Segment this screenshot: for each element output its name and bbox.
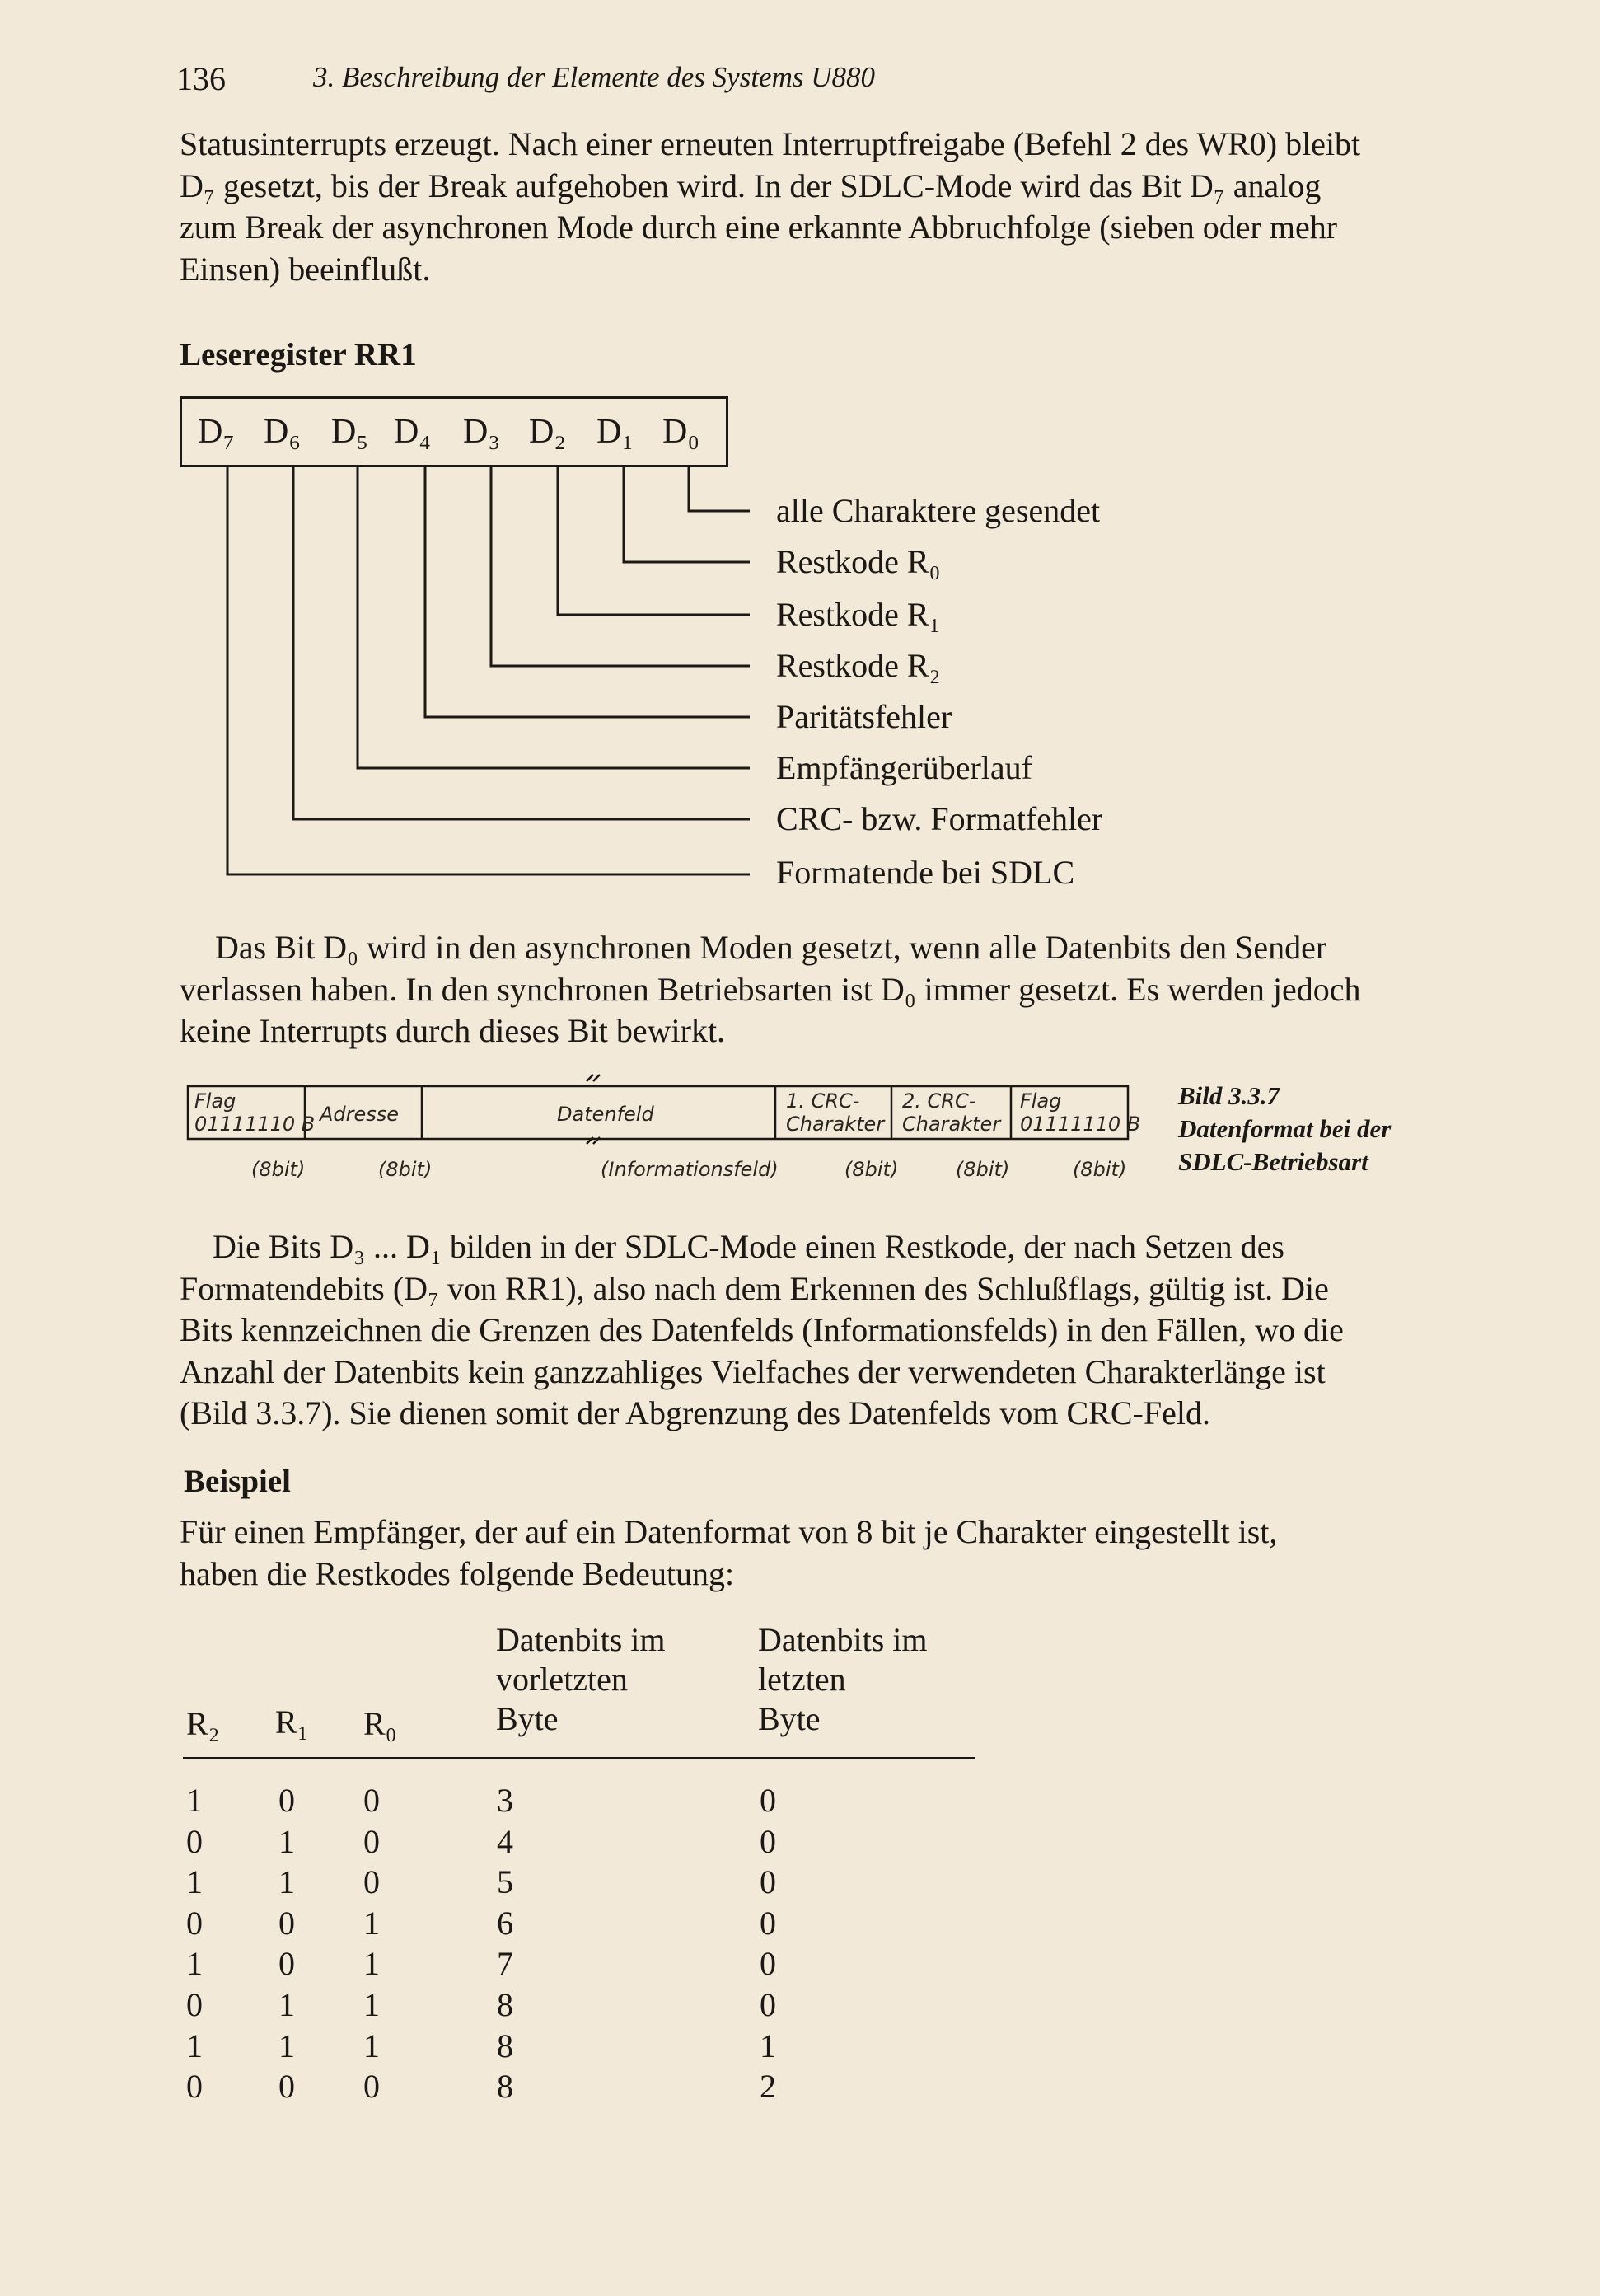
table-column: [363, 1780, 380, 2107]
table-cell: 0: [186, 2068, 203, 2106]
table-cell: 3: [497, 1782, 513, 1819]
frame-field-crc2: 2. CRC- Charakter: [902, 1089, 1001, 1136]
bit-description: Paritätsfehler: [776, 698, 952, 735]
table-column: [186, 1780, 203, 2107]
table-cell: 1: [278, 2027, 295, 2064]
table-cell: 8: [497, 1985, 513, 2023]
table-cell: 6: [497, 1904, 513, 1942]
table-cell: 0: [278, 1945, 295, 1983]
page-number: 136: [176, 60, 226, 97]
text-line: (Bild 3.3.7). Sie dienen somit der Abgrenzung des Datenfelds vom CRC-Feld.: [180, 1394, 1210, 1432]
table-cell: 1: [186, 1945, 203, 1983]
frame-field-data: Datenfeld: [557, 1103, 654, 1126]
table-cell: 0: [760, 1782, 776, 1819]
table-cell: 0: [760, 1904, 776, 1942]
register-bit: D₇: [198, 413, 235, 451]
register-bit: D₃: [463, 413, 500, 451]
text-line: Für einen Empfänger, der auf ein Datenformat von 8 bit je Charakter eingestellt ist,: [180, 1513, 1278, 1550]
table-cell: 8: [497, 2068, 513, 2106]
table-cell: 0: [278, 2068, 295, 2106]
table-cell: 1: [363, 2027, 380, 2064]
frame-width-label: (8bit): [1073, 1158, 1127, 1181]
table-cell: 1: [760, 2027, 776, 2064]
table-cell: 0: [363, 1863, 380, 1901]
table-header-last-byte: Datenbits im letzten Byte: [758, 1621, 928, 1737]
table-header-r0: R₀: [363, 1705, 397, 1742]
table-cell: 1: [363, 1985, 380, 2023]
table-cell: 0: [760, 1822, 776, 1860]
table-header-r1: R₁: [275, 1703, 309, 1741]
bit-description: Restkode R₁: [776, 596, 941, 633]
text-line: Einsen) beeinflußt.: [180, 250, 431, 288]
text-line: verlassen haben. In den synchronen Betriebsarten ist D₀ immer gesetzt. Es werden jedoch: [180, 970, 1361, 1008]
running-head: 3. Beschreibung der Elemente des Systems U880: [313, 61, 876, 93]
text-line: Formatendebits (D₇ von RR1), also nach dem Erkennen des Schlußflags, gültig ist. Die: [180, 1269, 1329, 1307]
table-cell: 0: [278, 1782, 295, 1819]
text-line: Das Bit D₀ wird in den asynchronen Moden gesetzt, wenn alle Datenbits den Sender: [215, 929, 1327, 966]
frame-field-flag-end: Flag 01111110 B: [1020, 1089, 1141, 1136]
table-cell: 1: [363, 1945, 380, 1983]
table-cell: 7: [497, 1945, 513, 1983]
table-cell: 0: [186, 1904, 203, 1942]
table-rule: [183, 1757, 975, 1759]
table-cell: 8: [497, 2027, 513, 2064]
bit-description: Restkode R₀: [776, 543, 941, 580]
table-cell: 1: [186, 1782, 203, 1819]
paragraph-2: [180, 927, 1465, 1052]
table-cell: 0: [760, 1985, 776, 2023]
table-cell: 4: [497, 1822, 513, 1860]
bit-description: Empfängerüberlauf: [776, 749, 1032, 786]
register-bit: D₁: [596, 413, 634, 451]
table-cell: 0: [760, 1863, 776, 1901]
frame-width-label: (8bit): [956, 1158, 1010, 1181]
text-line: D₇ gesetzt, bis der Break aufgehoben wird. In der SDLC-Mode wird das Bit D₇ analog: [180, 166, 1322, 204]
table-cell: 0: [363, 2068, 380, 2106]
bit-description: alle Charaktere gesendet: [776, 492, 1101, 529]
text-line: Statusinterrupts erzeugt. Nach einer erneuten Interruptfreigabe (Befehl 2 des WR0) bleibt: [180, 125, 1361, 162]
figure-caption: Bild 3.3.7 Datenformat bei der SDLC-Betriebsart: [1178, 1081, 1392, 1176]
register-bit: D₅: [331, 413, 368, 451]
text-line: keine Interrupts durch dieses Bit bewirkt.: [180, 1012, 726, 1050]
frame-width-label: (8bit): [378, 1158, 433, 1181]
table-cell: 0: [760, 1945, 776, 1983]
text-line: Bits kennzeichnen die Grenzen des Datenfelds (Informationsfelds) in den Fällen, wo die: [180, 1311, 1344, 1349]
paragraph-3: [180, 1226, 1465, 1435]
frame-field-flag-start: Flag 01111110 B: [194, 1089, 316, 1136]
table-cell: 1: [363, 1904, 380, 1942]
register-bit: D₂: [529, 413, 566, 451]
table-cell: 0: [278, 1904, 295, 1942]
frame-width-label: (8bit): [844, 1158, 899, 1181]
text-line: zum Break der asynchronen Mode durch eine erkannte Abbruchfolge (sieben oder mehr: [180, 209, 1338, 246]
table-cell: 1: [186, 2027, 203, 2064]
table-cell: 1: [278, 1985, 295, 2023]
text-line: Die Bits D₃ ... D₁ bilden in der SDLC-Mode einen Restkode, der nach Setzen des: [213, 1228, 1284, 1265]
text-line: haben die Restkodes folgende Bedeutung:: [180, 1554, 735, 1592]
table-cell: 0: [186, 1822, 203, 1860]
register-bit: D₄: [394, 413, 431, 451]
frame-width-label: (8bit): [251, 1158, 306, 1181]
section-heading-rr1: Leseregister RR1: [180, 337, 417, 373]
table-cell: 1: [186, 1863, 203, 1901]
table-header-prev-byte: Datenbits im vorletzten Byte: [496, 1621, 666, 1737]
table-cell: 2: [760, 2068, 776, 2106]
table-header-r2: R₂: [186, 1705, 220, 1742]
example-heading: Beispiel: [184, 1464, 292, 1499]
table-column: [278, 1780, 295, 2107]
text-line: Anzahl der Datenbits kein ganzzahliges Vielfaches der verwendeten Charakterlänge ist: [180, 1352, 1326, 1390]
register-bit: D₀: [662, 413, 699, 451]
table-cell: 1: [278, 1822, 295, 1860]
table-cell: 1: [278, 1863, 295, 1901]
table-column: [497, 1780, 513, 2107]
example-text: [180, 1511, 1465, 1595]
bit-description: Restkode R₂: [776, 647, 941, 684]
table-column: [760, 1780, 776, 2107]
frame-width-label: (Informationsfeld): [601, 1158, 779, 1181]
register-bit: D₆: [264, 413, 301, 451]
bit-description: CRC- bzw. Formatfehler: [776, 800, 1103, 837]
frame-field-crc1: 1. CRC- Charakter: [786, 1089, 885, 1136]
table-cell: 0: [186, 1985, 203, 2023]
frame-field-address: Adresse: [320, 1103, 400, 1126]
table-cell: 0: [363, 1822, 380, 1860]
bit-description: Formatende bei SDLC: [776, 854, 1075, 891]
table-cell: 0: [363, 1782, 380, 1819]
table-cell: 5: [497, 1863, 513, 1901]
